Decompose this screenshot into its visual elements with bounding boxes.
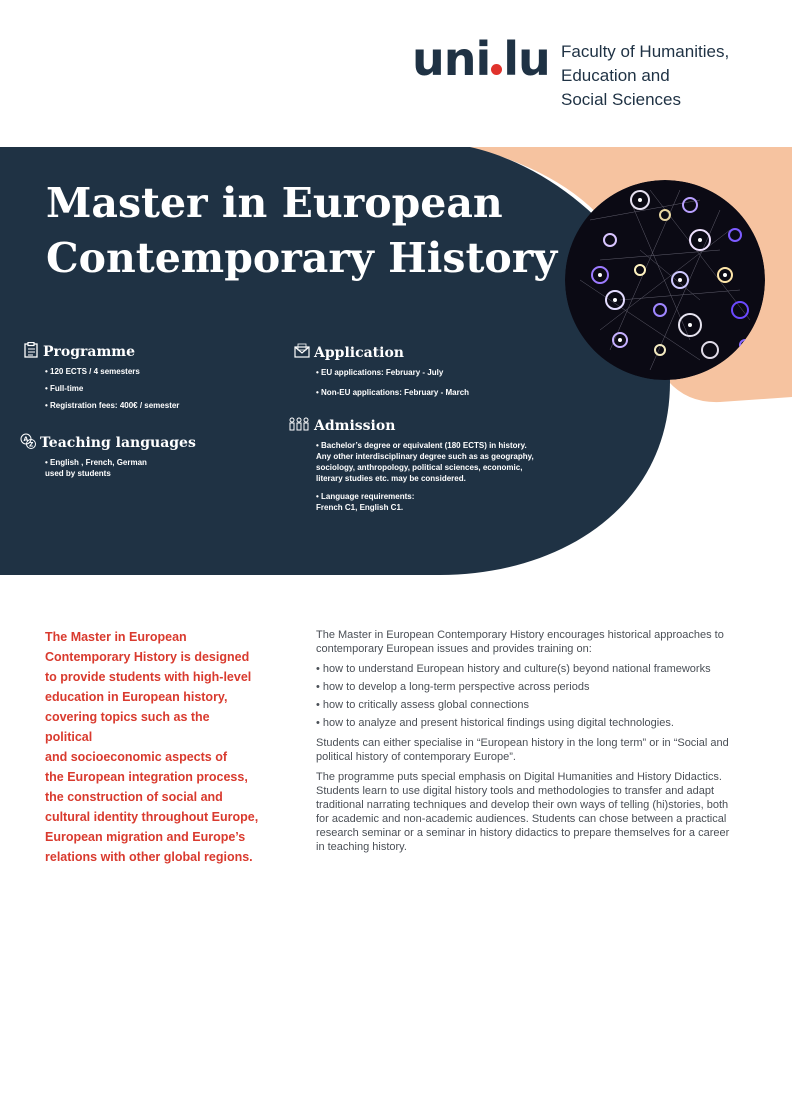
application-item: • Non-EU applications: February - March — [316, 388, 470, 397]
intro-text — [45, 627, 260, 867]
unilu-logo — [412, 32, 550, 86]
svg-text:Z: Z — [29, 441, 34, 449]
intro-line: cultural identity throughout Europe, — [45, 810, 259, 824]
admission-item: • Language requirements: — [316, 492, 415, 501]
admission-item: Any other interdisciplinary degree such as as geography, — [316, 452, 534, 461]
admission-item: sociology, anthropology, political sciences, economic, — [316, 463, 523, 472]
intro-line: European migration and Europe’s — [45, 830, 246, 844]
svg-text:A: A — [23, 436, 29, 443]
translate-icon — [20, 433, 36, 449]
teaching-heading-text: Teaching languages — [40, 435, 196, 451]
list-item: • how to analyze and present historical findings using digital technologies. — [316, 717, 674, 729]
faculty-name — [561, 40, 786, 112]
envelope-icon — [294, 343, 310, 359]
body-text — [316, 628, 736, 860]
teaching-item: • English , French, German — [45, 458, 147, 467]
body-paragraph: The programme puts special emphasis on Digital Humanities and History Didactics. Students learn to use digital history tools and methodologies to transfer and adapt traditional narrating techniques and develop their own ways of telling (hi)stories, both for academic and non-academic audiences. Students can chose between a practical research seminar or a seminar in history didactics to prepare themselves for a career in teaching history. — [316, 771, 730, 853]
teaching-heading — [20, 433, 260, 451]
network-image — [565, 180, 765, 380]
body-paragraph: The Master in European Contemporary History encourages historical approaches to contemporary European issues and provides training on: — [316, 629, 724, 655]
title-line: Contemporary History — [46, 234, 558, 282]
admission-item: literary studies etc. may be considered. — [316, 474, 466, 483]
intro-line: the European integration process, — [45, 770, 248, 784]
admission-section — [288, 416, 568, 513]
faculty-line: Faculty of Humanities, — [561, 42, 730, 61]
faculty-line: Education and — [561, 66, 670, 85]
faculty-line: Social Sciences — [561, 90, 682, 109]
application-heading-text: Application — [314, 345, 404, 361]
programme-heading — [23, 342, 263, 360]
body-paragraph: Students can either specialise in “European history in the long term” or in “Social and political history of contemporary Europe”. — [316, 737, 729, 763]
intro-line: relations with other global regions. — [45, 850, 253, 864]
clipboard-icon — [23, 342, 39, 358]
admission-heading-text: Admission — [314, 418, 396, 434]
application-heading — [294, 343, 554, 361]
list-item: • how to understand European history and culture(s) beyond national frameworks — [316, 663, 711, 675]
people-icon — [288, 416, 310, 432]
title-line: Master in European — [46, 179, 503, 227]
application-section — [294, 343, 554, 398]
admission-item: • Bachelor’s degree or equivalent (180 ECTS) in history. — [316, 441, 527, 450]
intro-line: Contemporary History is designed — [45, 650, 250, 664]
logo-part-lu: lu — [503, 32, 550, 86]
list-item: • how to critically assess global connections — [316, 699, 529, 711]
admission-item: French C1, English C1. — [316, 503, 404, 512]
intro-line: The Master in European — [45, 630, 187, 644]
page-title — [46, 176, 566, 286]
programme-item: • Registration fees: 400€ / semester — [45, 401, 180, 410]
training-list — [316, 662, 736, 730]
teaching-languages-section — [20, 433, 260, 479]
programme-section — [23, 342, 263, 411]
list-item: • how to develop a long-term perspective across periods — [316, 681, 590, 693]
teaching-item: used by students — [45, 469, 111, 478]
intro-line: the construction of social and — [45, 790, 223, 804]
admission-heading — [288, 416, 568, 434]
intro-line: education in European history, — [45, 690, 228, 704]
intro-line: to provide students with high-level — [45, 670, 252, 684]
programme-heading-text: Programme — [43, 344, 136, 360]
programme-item: • Full-time — [45, 384, 84, 393]
logo-part-uni: uni — [412, 32, 491, 86]
programme-item: • 120 ECTS / 4 semesters — [45, 367, 140, 376]
application-item: • EU applications: February - July — [316, 368, 444, 377]
intro-line: covering topics such as the political — [45, 710, 210, 744]
intro-line: and socioeconomic aspects of — [45, 750, 227, 764]
logo-red-dot — [491, 64, 502, 75]
